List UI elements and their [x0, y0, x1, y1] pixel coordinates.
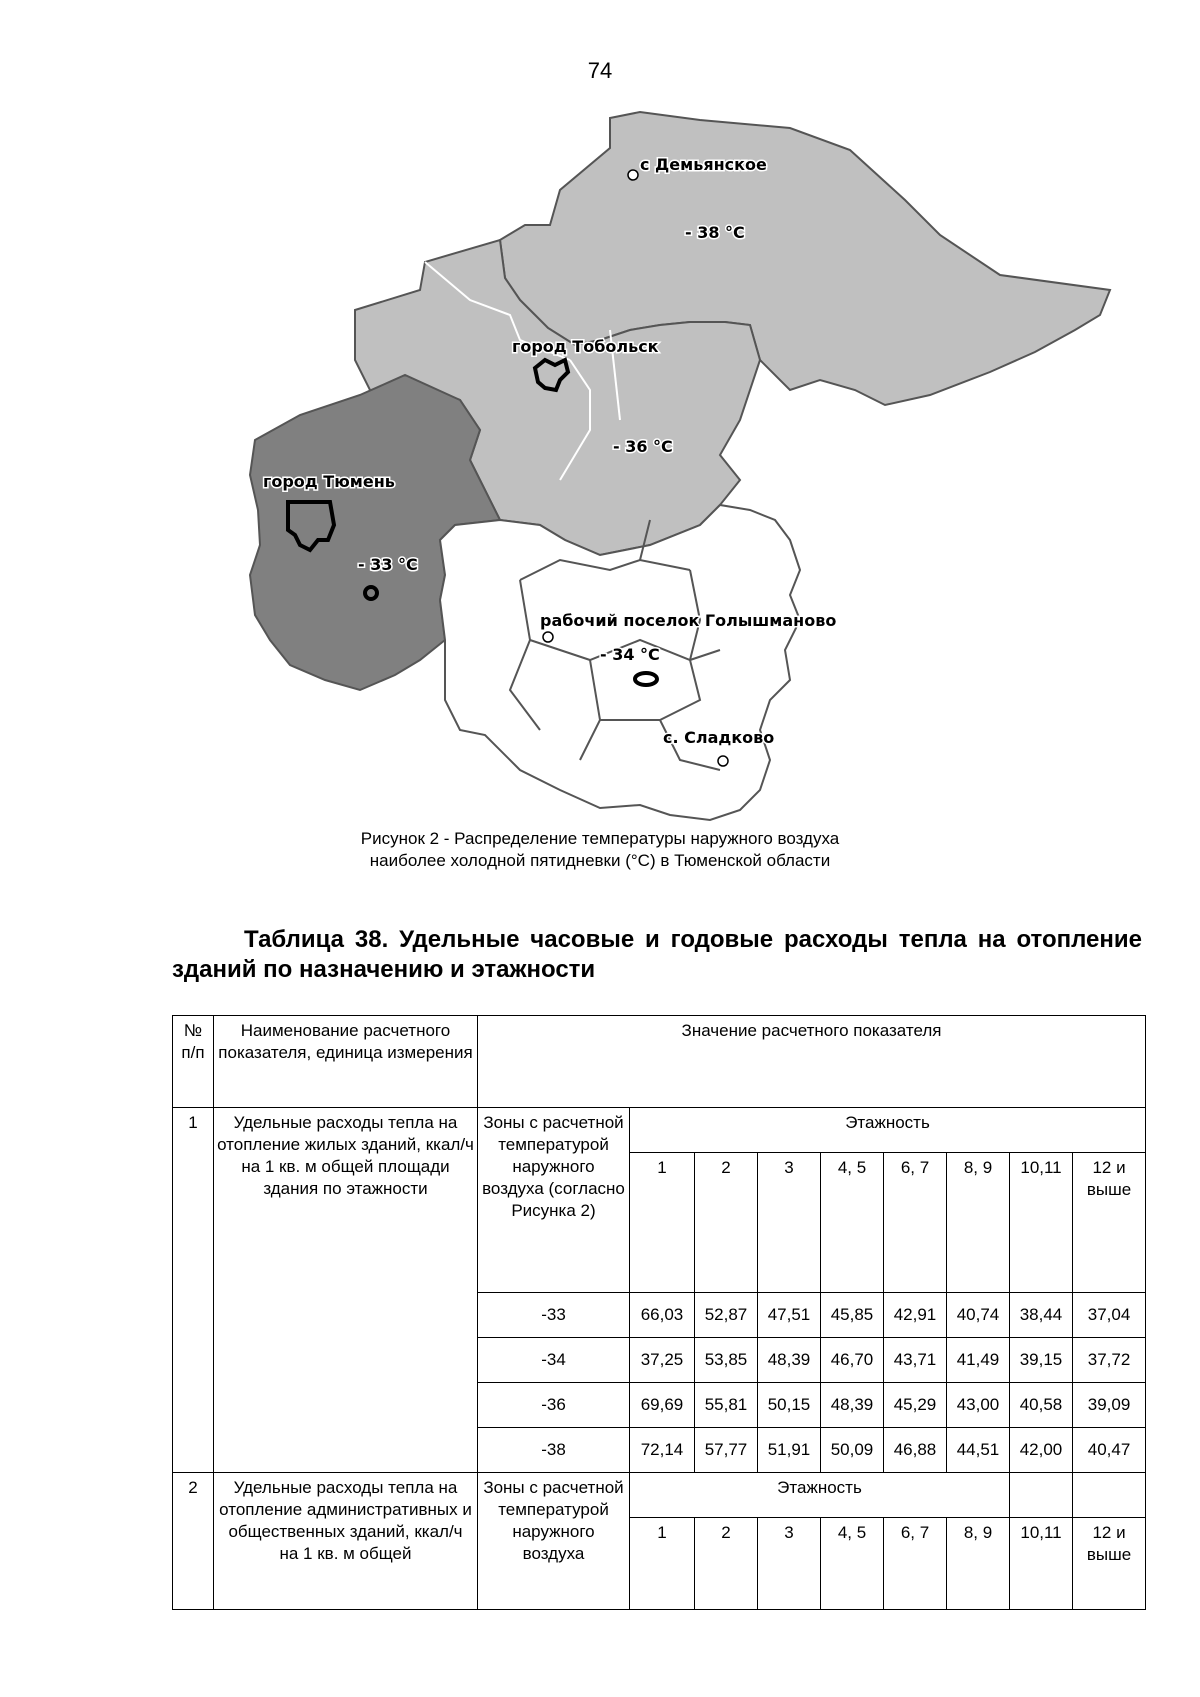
- table-title: Таблица 38. Удельные часовые и годовые расходы тепла на отопление зданий по назначению и этажности: [172, 926, 1142, 983]
- value-cell: 38,44: [1010, 1293, 1073, 1338]
- value-cell: 42,00: [1010, 1428, 1073, 1473]
- value-cell: 48,39: [821, 1383, 884, 1428]
- value-cell: 39,09: [1073, 1383, 1146, 1428]
- row1-floor: 4, 5: [821, 1153, 884, 1293]
- label-temp-south: - 34 °С: [600, 645, 660, 664]
- zone-cell: -34: [478, 1338, 630, 1383]
- row2-empty-cell: [1073, 1473, 1146, 1518]
- value-cell: 39,15: [1010, 1338, 1073, 1383]
- row2-floor: 3: [758, 1518, 821, 1610]
- row2-floors-label: Этажность: [630, 1473, 1010, 1518]
- golyshmanovo-marker-icon: [543, 632, 553, 642]
- row1-name: Удельные расходы тепла на отопление жилых зданий, ккал/ч на 1 кв. м общей площади здания по этажности: [214, 1108, 478, 1473]
- row2-floor: 4, 5: [821, 1518, 884, 1610]
- row2-floor: 2: [695, 1518, 758, 1610]
- header-value: Значение расчетного показателя: [478, 1016, 1146, 1108]
- page-number: 74: [587, 58, 613, 83]
- value-cell: 47,51: [758, 1293, 821, 1338]
- row2-floor: 10,11: [1010, 1518, 1073, 1610]
- value-cell: 41,49: [947, 1338, 1010, 1383]
- row1-floor: 2: [695, 1153, 758, 1293]
- row1-floor: 6, 7: [884, 1153, 947, 1293]
- row1-floor: 10,11: [1010, 1153, 1073, 1293]
- value-cell: 43,71: [884, 1338, 947, 1383]
- value-cell: 72,14: [630, 1428, 695, 1473]
- label-tyumen: город Тюмень: [263, 472, 395, 491]
- value-cell: 46,88: [884, 1428, 947, 1473]
- zone-cell: -36: [478, 1383, 630, 1428]
- sladkovo-marker-icon: [718, 756, 728, 766]
- value-cell: 55,81: [695, 1383, 758, 1428]
- value-cell: 40,58: [1010, 1383, 1073, 1428]
- value-cell: 52,87: [695, 1293, 758, 1338]
- row2-floor: 8, 9: [947, 1518, 1010, 1610]
- label-temp-mid: - 36 °С: [613, 437, 673, 456]
- zone-cell: -33: [478, 1293, 630, 1338]
- label-tobolsk: город Тобольск: [512, 337, 659, 356]
- table-row: [173, 1473, 1146, 1518]
- value-cell: 43,00: [947, 1383, 1010, 1428]
- zone-cell: -38: [478, 1428, 630, 1473]
- value-cell: 51,91: [758, 1428, 821, 1473]
- value-cell: 50,15: [758, 1383, 821, 1428]
- table-header-row: [173, 1016, 1146, 1108]
- row1-zones-label: Зоны с расчетной температурой наружного воздуха (согласно Рисунка 2): [478, 1108, 630, 1293]
- value-cell: 46,70: [821, 1338, 884, 1383]
- value-cell: 37,72: [1073, 1338, 1146, 1383]
- demyanskoe-marker-icon: [628, 170, 638, 180]
- row2-zones-label: Зоны с расчетной температурой наружного воздуха: [478, 1473, 630, 1610]
- value-cell: 69,69: [630, 1383, 695, 1428]
- value-cell: 37,25: [630, 1338, 695, 1383]
- value-cell: 45,85: [821, 1293, 884, 1338]
- row1-floor: 8, 9: [947, 1153, 1010, 1293]
- region-temperature-map: [0, 0, 1200, 840]
- row2-num: 2: [173, 1473, 214, 1610]
- heat-consumption-table: [172, 1015, 1146, 1610]
- label-temp-north: - 38 °С: [685, 223, 745, 242]
- value-cell: 40,47: [1073, 1428, 1146, 1473]
- label-demyanskoe: с Демьянское: [640, 155, 767, 174]
- value-cell: 57,77: [695, 1428, 758, 1473]
- label-sladkovo: с. Сладково: [663, 728, 775, 747]
- caption-line-2: наиболее холодной пятидневки (°С) в Тюменской области: [369, 851, 831, 870]
- header-num: № п/п: [173, 1016, 214, 1108]
- caption-line-1: Рисунок 2 - Распределение температуры наружного воздуха: [360, 829, 840, 848]
- value-cell: 44,51: [947, 1428, 1010, 1473]
- value-cell: 42,91: [884, 1293, 947, 1338]
- row2-empty-cell: [1010, 1473, 1073, 1518]
- row2-floor: 12 и выше: [1073, 1518, 1146, 1610]
- value-cell: 48,39: [758, 1338, 821, 1383]
- label-golyshmanovo: рабочий поселок Голышманово: [540, 611, 837, 630]
- row2-floor: 1: [630, 1518, 695, 1610]
- value-cell: 50,09: [821, 1428, 884, 1473]
- header-name: Наименование расчетного показателя, единица измерения: [214, 1016, 478, 1108]
- row1-floors-label: Этажность: [630, 1108, 1146, 1153]
- row1-num: 1: [173, 1108, 214, 1473]
- table-row: [173, 1108, 1146, 1153]
- value-cell: 37,04: [1073, 1293, 1146, 1338]
- value-cell: 45,29: [884, 1383, 947, 1428]
- value-cell: 66,03: [630, 1293, 695, 1338]
- row1-floor: 1: [630, 1153, 695, 1293]
- label-temp-west: - 33 °С: [358, 555, 418, 574]
- row2-floor: 6, 7: [884, 1518, 947, 1610]
- row2-name: Удельные расходы тепла на отопление административных и общественных зданий, ккал/ч на 1 кв. м общей: [214, 1473, 478, 1610]
- row1-floor: 12 и выше: [1073, 1153, 1146, 1293]
- value-cell: 53,85: [695, 1338, 758, 1383]
- figure-caption: [0, 828, 1200, 872]
- value-cell: 40,74: [947, 1293, 1010, 1338]
- row1-floor: 3: [758, 1153, 821, 1293]
